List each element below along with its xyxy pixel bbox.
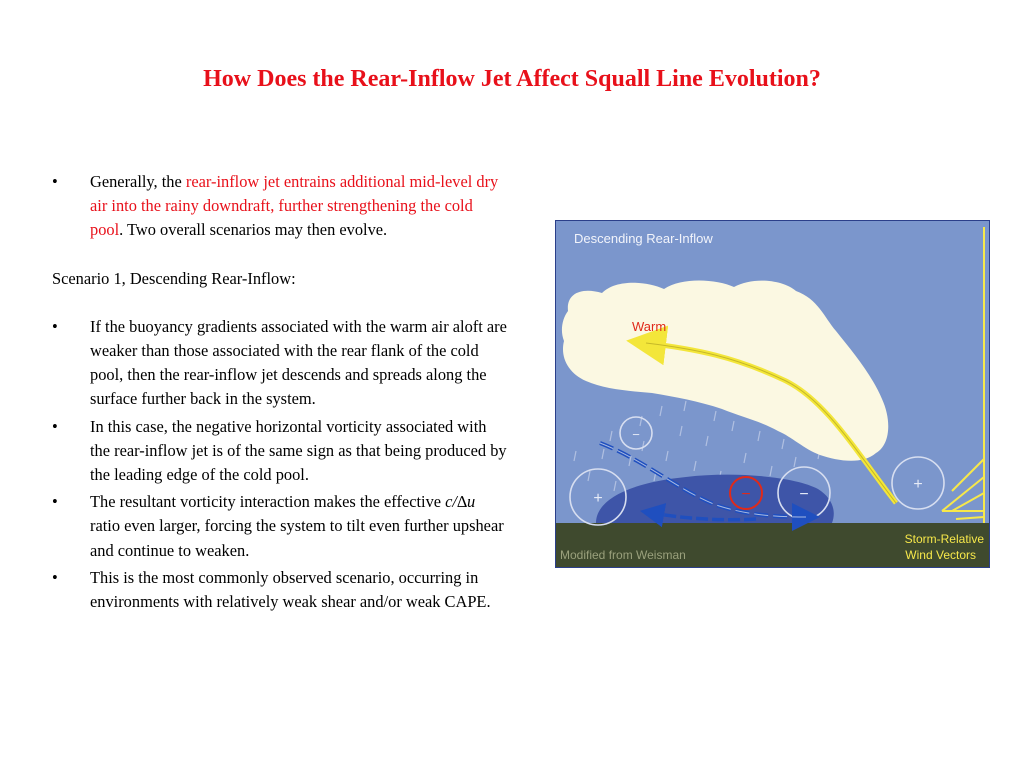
wind-label-line1: Storm-Relative: [904, 532, 984, 546]
scenario-bullet-2: [52, 415, 508, 488]
warm-label: Warm: [632, 319, 667, 334]
scenario-heading: Scenario 1, Descending Rear-Inflow:: [52, 268, 296, 288]
bullet-marker: •: [52, 492, 58, 512]
intro-text: [90, 170, 508, 243]
slide-title: How Does the Rear-Inflow Jet Affect Squall Line Evolution?: [203, 66, 821, 92]
scenario-bullet-1: [52, 315, 508, 412]
plus-sign-front: +: [913, 476, 923, 493]
minus-sign-red: −: [741, 486, 751, 503]
rear-inflow-diagram: [555, 220, 990, 568]
intro-bullet: [52, 170, 508, 243]
bullet-text-after: ratio even larger, forcing the system to tilt even further upshear and continue to weaken.: [90, 516, 504, 560]
bullet-marker: •: [52, 567, 58, 587]
bullet-text: [90, 490, 508, 563]
bullet-text: This is the most commonly observed scenario, occurring in environments with relatively weak shear and/or weak CAPE.: [90, 567, 491, 612]
diagram-heading: Descending Rear-Inflow: [574, 231, 713, 246]
bullet-text: If the buoyancy gradients associated with the warm air aloft are weaker than those associated with the rear flank of the cold pool, then the rear-inflow jet descends and spreads along the surface further back in the system.: [90, 316, 507, 409]
bullet-marker: •: [52, 172, 58, 191]
bullet-marker: •: [52, 416, 58, 436]
wind-label-line2: Wind Vectors: [905, 548, 976, 562]
bullet-text: In this case, the negative horizontal vorticity associated with the rear-inflow jet is of the same sign as that being produced by the leading edge of the cold pool.: [90, 416, 507, 485]
slide-body: [52, 170, 508, 614]
intro-text-before: Generally, the: [90, 172, 186, 191]
minus-sign-front: −: [799, 486, 809, 503]
credit-label: Modified from Weisman: [560, 548, 686, 562]
minus-sign-upper: −: [632, 427, 640, 442]
scenario-bullet-3: [52, 490, 508, 563]
ratio-emphasis: c/∆u: [445, 492, 476, 512]
diagram-svg: [556, 221, 989, 567]
plus-sign-rear: +: [593, 490, 603, 507]
bullet-text-before: The resultant vorticity interaction makes the effective: [90, 492, 446, 512]
intro-highlight: rear-inflow jet entrains additional mid-level dry air into the rainy downdraft, further strengthening the cold pool: [90, 172, 499, 240]
intro-text-after: . Two overall scenarios may then evolve.: [119, 220, 388, 240]
bullet-marker: •: [52, 316, 58, 336]
scenario-bullet-4: [52, 566, 508, 614]
